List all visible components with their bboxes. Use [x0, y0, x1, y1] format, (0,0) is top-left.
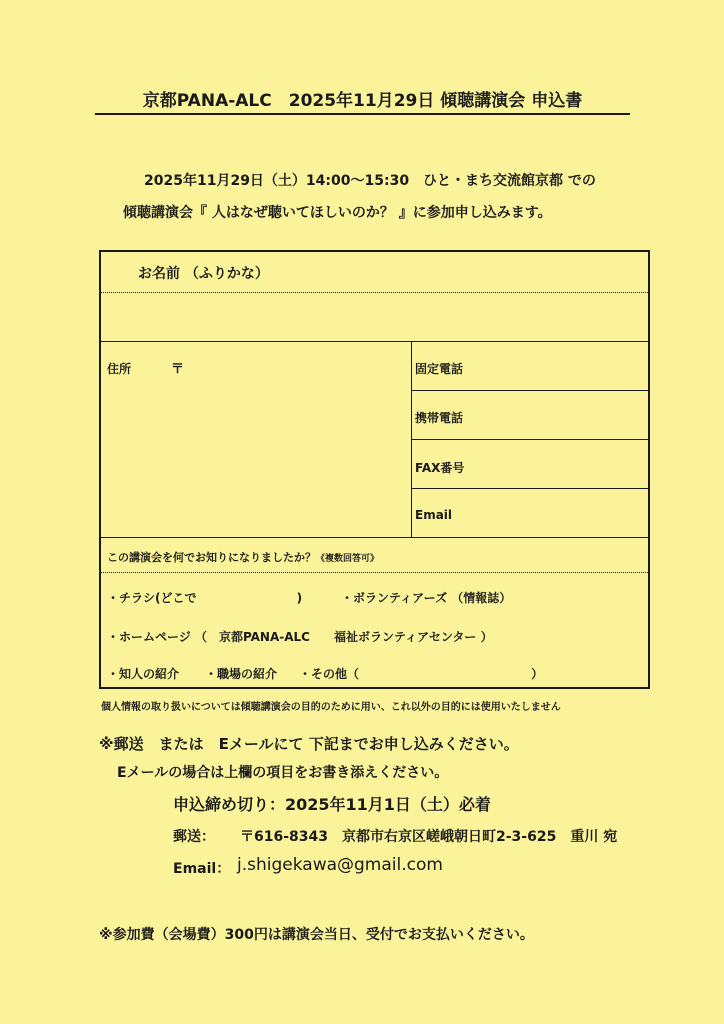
postal-mark: 〒: [171, 362, 185, 377]
source-question: [107, 549, 379, 565]
question-divider: [101, 572, 648, 573]
fee-note: ※参加費（会場費）300円は講演会当日、受付でお支払いください。: [99, 927, 534, 943]
landline-divider: [411, 390, 648, 391]
source-question-note: 《複数回答可》: [316, 554, 380, 564]
email-label: Email：: [173, 861, 231, 877]
name-label: お名前 （ふりかな）: [138, 266, 269, 282]
landline-label: 固定電話: [415, 362, 464, 376]
name-divider: [101, 341, 648, 342]
mail-label: 郵送：: [173, 829, 215, 845]
email-address[interactable]: j.shigekawa@gmail.com: [237, 855, 443, 875]
fax-label: FAX番号: [415, 461, 465, 475]
option-workplace: ・職場の紹介: [205, 667, 278, 681]
option-volunteers: ・ボランティアーズ （情報誌）: [341, 591, 512, 605]
email-field-label: Email: [415, 508, 453, 522]
mobile-divider: [411, 439, 648, 440]
contact-divider: [101, 537, 648, 538]
deadline: 申込締め切り：2025年11月1日（土）必着: [173, 795, 491, 814]
intro-line-1: 2025年11月29日（土）14:00～15:30 ひと・まち交流館京都 での: [144, 173, 596, 189]
option-flyer: ・チラシ(どこで ): [107, 591, 303, 605]
source-question-text: この講演会を何でお知りになりましたか？: [107, 551, 316, 564]
application-form: [99, 250, 650, 689]
option-acquaintance: ・知人の紹介: [107, 667, 180, 681]
mail-address: 〒616-8343 京都市右京区嵯峨朝日町2-3-625 重川 宛: [240, 829, 618, 845]
apply-instruction: ※郵送 または Eメールにて 下記までお申し込みください。: [99, 735, 519, 753]
mobile-label: 携帯電話: [415, 411, 464, 425]
option-homepage: ・ホームページ （ 京都PANA-ALC 福祉ボランティアセンター ）: [107, 630, 493, 644]
furigana-divider: [101, 292, 648, 293]
intro-line-2: 傾聴講演会『 人はなぜ聴いてほしいのか？ 』に参加申し込みます。: [123, 205, 552, 221]
address-label: 住所: [107, 362, 132, 376]
fax-divider: [411, 488, 648, 489]
option-other: ・その他（ ）: [299, 667, 544, 681]
privacy-note: 個人情報の取り扱いについては傾聴講演会の目的のために用い、これ以外の目的には使用いたしません: [101, 702, 561, 713]
apply-email-note: Eメールの場合は上欄の項目をお書き添えください。: [117, 765, 449, 781]
page-title: 京都PANA-ALC 2025年11月29日 傾聴講演会 申込書: [95, 86, 630, 115]
